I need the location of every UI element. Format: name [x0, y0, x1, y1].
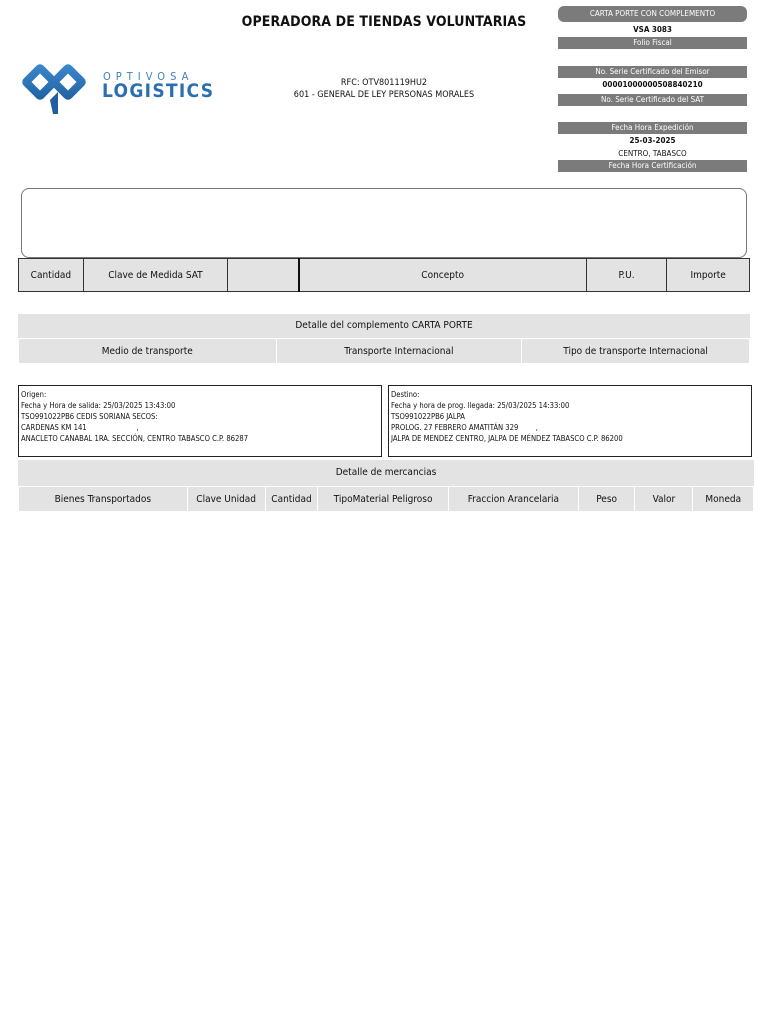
col-pu: P.U.	[586, 259, 667, 292]
destino-line: JALPA DE MENDEZ CENTRO, JALPA DE MÉNDEZ TABASCO C.P. 86200	[391, 434, 623, 443]
receptor-info-box	[21, 188, 747, 258]
logo-top-text: OPTIVOSA	[103, 70, 194, 83]
mercancias-title: Detalle de mercancias	[18, 460, 754, 486]
destino-line: TSO991022PB6 JALPA	[391, 412, 465, 421]
concept-table-header	[18, 258, 750, 292]
doc-type-badge	[558, 6, 747, 22]
col-clave-unidad: Clave Unidad	[187, 487, 265, 512]
col-cantidad-merc: Cantidad	[265, 487, 318, 512]
col-moneda: Moneda	[693, 487, 754, 512]
carta-porte-header	[18, 338, 750, 364]
folio-fiscal-value	[558, 50, 747, 62]
col-tipo-material-peligroso: TipoMaterial Peligroso	[318, 487, 448, 512]
origen-line: ANACLETO CANABAL 1RA. SECCIÓN, CENTRO TABASCO C.P. 86287	[21, 434, 249, 443]
col-valor: Valor	[635, 487, 693, 512]
col-transporte-internacional: Transporte Internacional	[276, 339, 522, 364]
destino-line: Fecha y hora de prog. llegada: 25/03/2025 14:33:00	[391, 401, 570, 410]
cert-emisor-label: No. Serie Certificado del Emisor	[558, 66, 747, 78]
col-cantidad: Cantidad	[19, 259, 84, 292]
col-peso: Peso	[579, 487, 635, 512]
logo-main-text: LOGISTICS	[102, 80, 215, 102]
col-bienes-transportados: Bienes Transportados	[19, 487, 188, 512]
col-clave-medida: Clave de Medida SAT	[83, 259, 227, 292]
destino-line: Destino:	[391, 390, 420, 399]
fecha-certificacion-label: Fecha Hora Certificación	[558, 160, 747, 172]
lugar-expedicion-value: CENTRO, TABASCO	[618, 149, 687, 158]
fecha-expedicion-label: Fecha Hora Expedición	[558, 122, 747, 134]
company-fiscal-info	[240, 77, 528, 101]
destino-box	[388, 385, 752, 457]
col-tipo-transporte-internacional: Tipo de transporte Internacional	[522, 339, 750, 364]
origen-line: Fecha y Hora de salida: 25/03/2025 13:43:00	[21, 401, 176, 410]
col-concepto: Concepto	[299, 259, 587, 292]
company-name: OPERADORA DE TIENDAS VOLUNTARIAS	[241, 14, 527, 30]
origen-line: Origen:	[21, 390, 47, 399]
origen-line: CARDENAS KM 141 ,	[21, 423, 139, 432]
mercancias-header	[18, 486, 754, 512]
carta-porte-title: Detalle del complemento CARTA PORTE	[18, 314, 750, 339]
folio-fiscal-label: Folio Fiscal	[558, 37, 747, 49]
optivosa-logo-icon	[20, 58, 100, 118]
origen-line: TSO991022PB6 CEDIS SORIANA SECOS:	[21, 412, 158, 421]
rfc-text: RFC: OTV801119HU2	[340, 78, 428, 88]
destino-line: PROLOG. 27 FEBRERO AMATITÁN 329 ,	[391, 423, 538, 432]
col-blank	[228, 259, 299, 292]
regimen-text: 601 - GENERAL DE LEY PERSONAS MORALES	[293, 90, 475, 100]
cert-sat-label: No. Serie Certificado del SAT	[558, 94, 747, 106]
col-medio-transporte: Medio de transporte	[19, 339, 277, 364]
col-importe: Importe	[667, 259, 750, 292]
col-fraccion-arancelaria: Fraccion Arancelaria	[448, 487, 578, 512]
doc-type-label: CARTA PORTE CON COMPLEMENTO	[558, 6, 747, 22]
fecha-expedicion-value: 25-03-2025	[629, 136, 676, 145]
origen-box	[18, 385, 382, 457]
cert-emisor-value: 00001000000508840210	[602, 80, 703, 89]
serie-folio-value: VSA 3083	[633, 25, 672, 34]
